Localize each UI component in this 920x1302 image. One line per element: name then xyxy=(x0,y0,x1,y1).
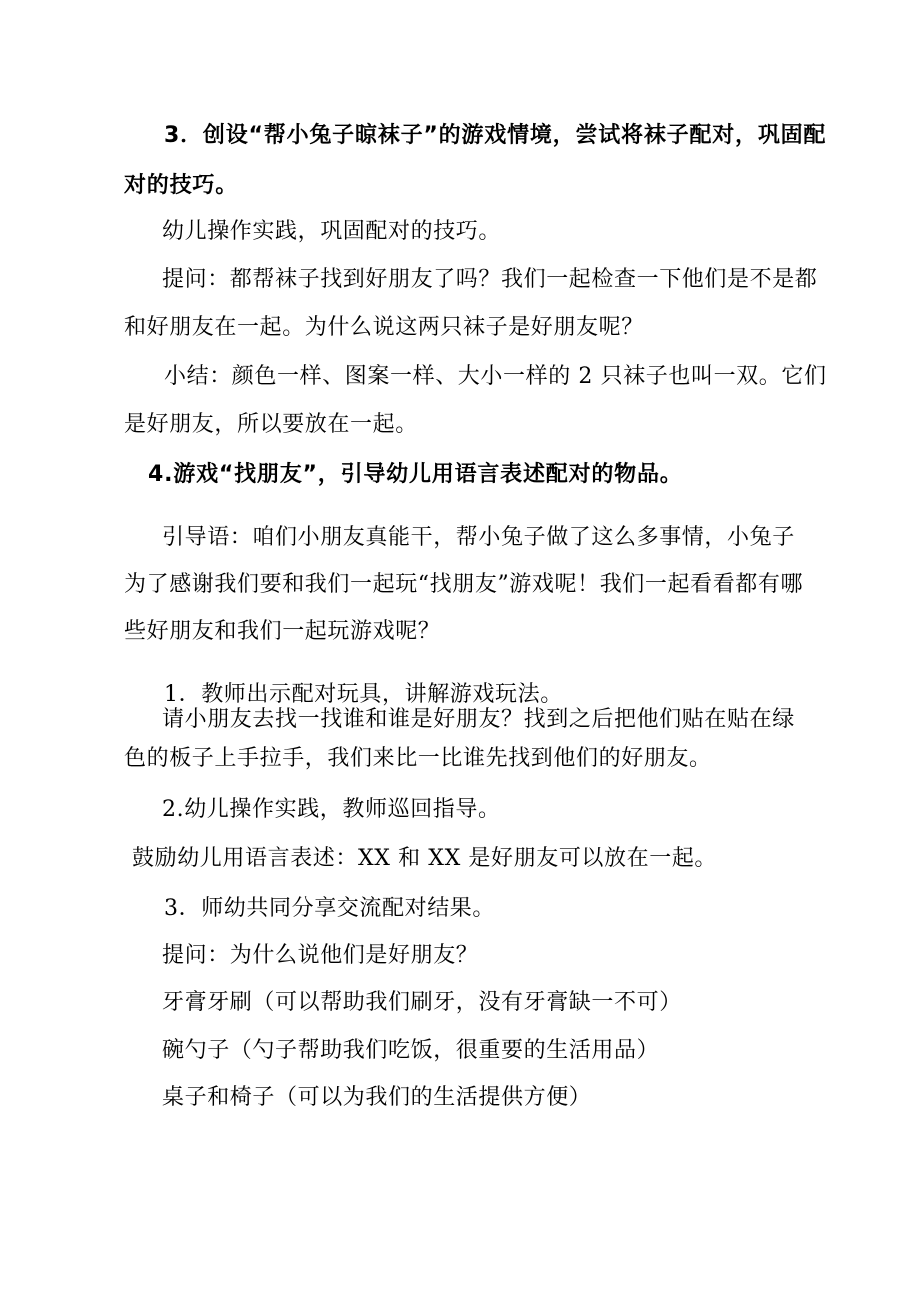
section-3-heading-line-2: 对的技巧。 xyxy=(124,173,239,198)
instruction-line-1-visible: 请小朋友去找一找谁和谁是好朋友？找到之后把他们贴在贴在绿 xyxy=(162,707,795,732)
guide-line-3: 些好朋友和我们一起玩游戏呢？ xyxy=(124,619,441,644)
question-why-line: 提问：为什么说他们是好朋友？ xyxy=(162,943,479,968)
guide-line-2: 为了感谢我们要和我们一起玩“找朋友”游戏呢！我们一起看看都有哪 xyxy=(124,572,804,597)
summary-line-2: 是好朋友，所以要放在一起。 xyxy=(124,412,418,437)
guide-line-1: 引导语：咱们小朋友真能干，帮小兔子做了这么多事情，小兔子 xyxy=(162,525,795,550)
step-1-line: 1．教师出示配对玩具，讲解游戏玩法。 xyxy=(164,682,563,707)
summary-line-1: 小结：颜色一样、图案一样、大小一样的 2 只袜子也叫一双。它们 xyxy=(164,364,827,389)
step-3-line: 3．师幼共同分享交流配对结果。 xyxy=(164,896,495,921)
step-2-line: 2.幼儿操作实践，教师巡回指导。 xyxy=(162,797,501,822)
example-table-chair: 桌子和椅子（可以为我们的生活提供方便） xyxy=(162,1085,592,1110)
instruction-line-2: 色的板子上手拉手，我们来比一比谁先找到他们的好朋友。 xyxy=(124,746,712,771)
encourage-line: 鼓励幼儿用语言表述：XX 和 XX 是好朋友可以放在一起。 xyxy=(132,846,718,871)
section-3-heading-line-1: 3．创设“帮小兔子晾袜子”的游戏情境，尝试将袜子配对，巩固配 xyxy=(164,123,827,148)
question-line-2: 和好朋友在一起。为什么说这两只袜子是好朋友呢？ xyxy=(124,315,644,340)
paragraph-practice: 幼儿操作实践，巩固配对的技巧。 xyxy=(162,219,502,244)
example-toothpaste: 牙膏牙刷（可以帮助我们刷牙，没有牙膏缺一不可） xyxy=(162,990,682,1015)
question-line-1: 提问：都帮袜子找到好朋友了吗？我们一起检查一下他们是不是都 xyxy=(162,267,818,292)
section-4-heading: 4.游戏“找朋友”，引导幼儿用语言表述配对的物品。 xyxy=(148,462,683,487)
example-bowl-spoon: 碗勺子（勺子帮助我们吃饭，很重要的生活用品） xyxy=(162,1038,660,1063)
